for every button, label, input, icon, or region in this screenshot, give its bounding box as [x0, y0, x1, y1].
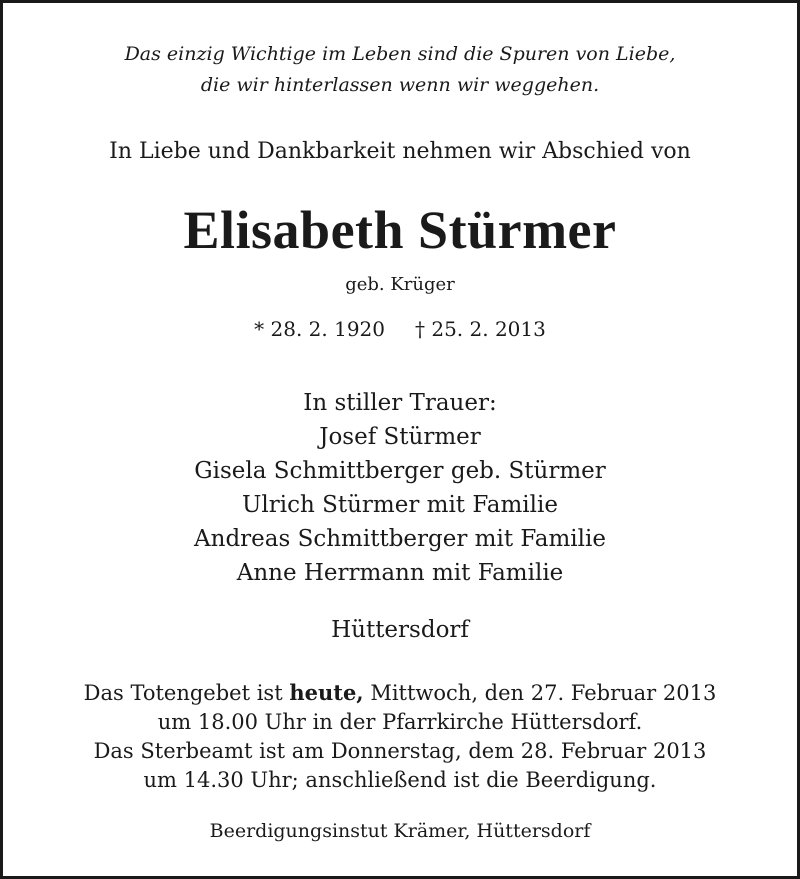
- mourner-name: Ulrich Stürmer mit Familie: [242, 492, 558, 518]
- death-date: † 25. 2. 2013: [415, 317, 546, 341]
- mourner-name: Andreas Schmittberger mit Familie: [194, 526, 606, 552]
- birth-date: * 28. 2. 1920: [254, 317, 385, 341]
- mourner-name: Josef Stürmer: [319, 424, 481, 450]
- intro-text: In Liebe und Dankbarkeit nehmen wir Abschied von: [109, 139, 691, 164]
- service-info: [3, 678, 797, 795]
- life-dates: [3, 317, 797, 341]
- mourners-place: Hüttersdorf: [331, 617, 469, 643]
- mourners-heading: In stiller Trauer:: [303, 390, 497, 416]
- undertaker: Beerdigungsinstut Krämer, Hüttersdorf: [209, 820, 591, 842]
- service-line-1: [3, 678, 797, 708]
- mourner-name: Anne Herrmann mit Familie: [236, 560, 564, 586]
- deceased-name: Elisabeth Stürmer: [183, 200, 617, 260]
- maiden-name: geb. Krüger: [345, 274, 455, 295]
- service-line-1-end: Mittwoch, den 27. Februar 2013: [370, 681, 717, 705]
- service-line-4: um 14.30 Uhr; anschließend ist die Beerdigung.: [143, 768, 657, 792]
- motto: [3, 39, 797, 101]
- mourners-block: [3, 386, 797, 590]
- mourner-name: Gisela Schmittberger geb. Stürmer: [194, 458, 606, 484]
- service-line-3: Das Sterbeamt ist am Donnerstag, dem 28. Februar 2013: [93, 739, 707, 763]
- service-today: heute,: [289, 680, 364, 705]
- motto-line-2: die wir hinterlassen wenn wir weggehen.: [200, 74, 600, 96]
- motto-line-1: Das einzig Wichtige im Leben sind die Spuren von Liebe,: [124, 43, 676, 65]
- service-line-2: um 18.00 Uhr in der Pfarrkirche Hüttersdorf.: [157, 710, 643, 734]
- service-line-1-start: Das Totengebet ist: [83, 681, 283, 705]
